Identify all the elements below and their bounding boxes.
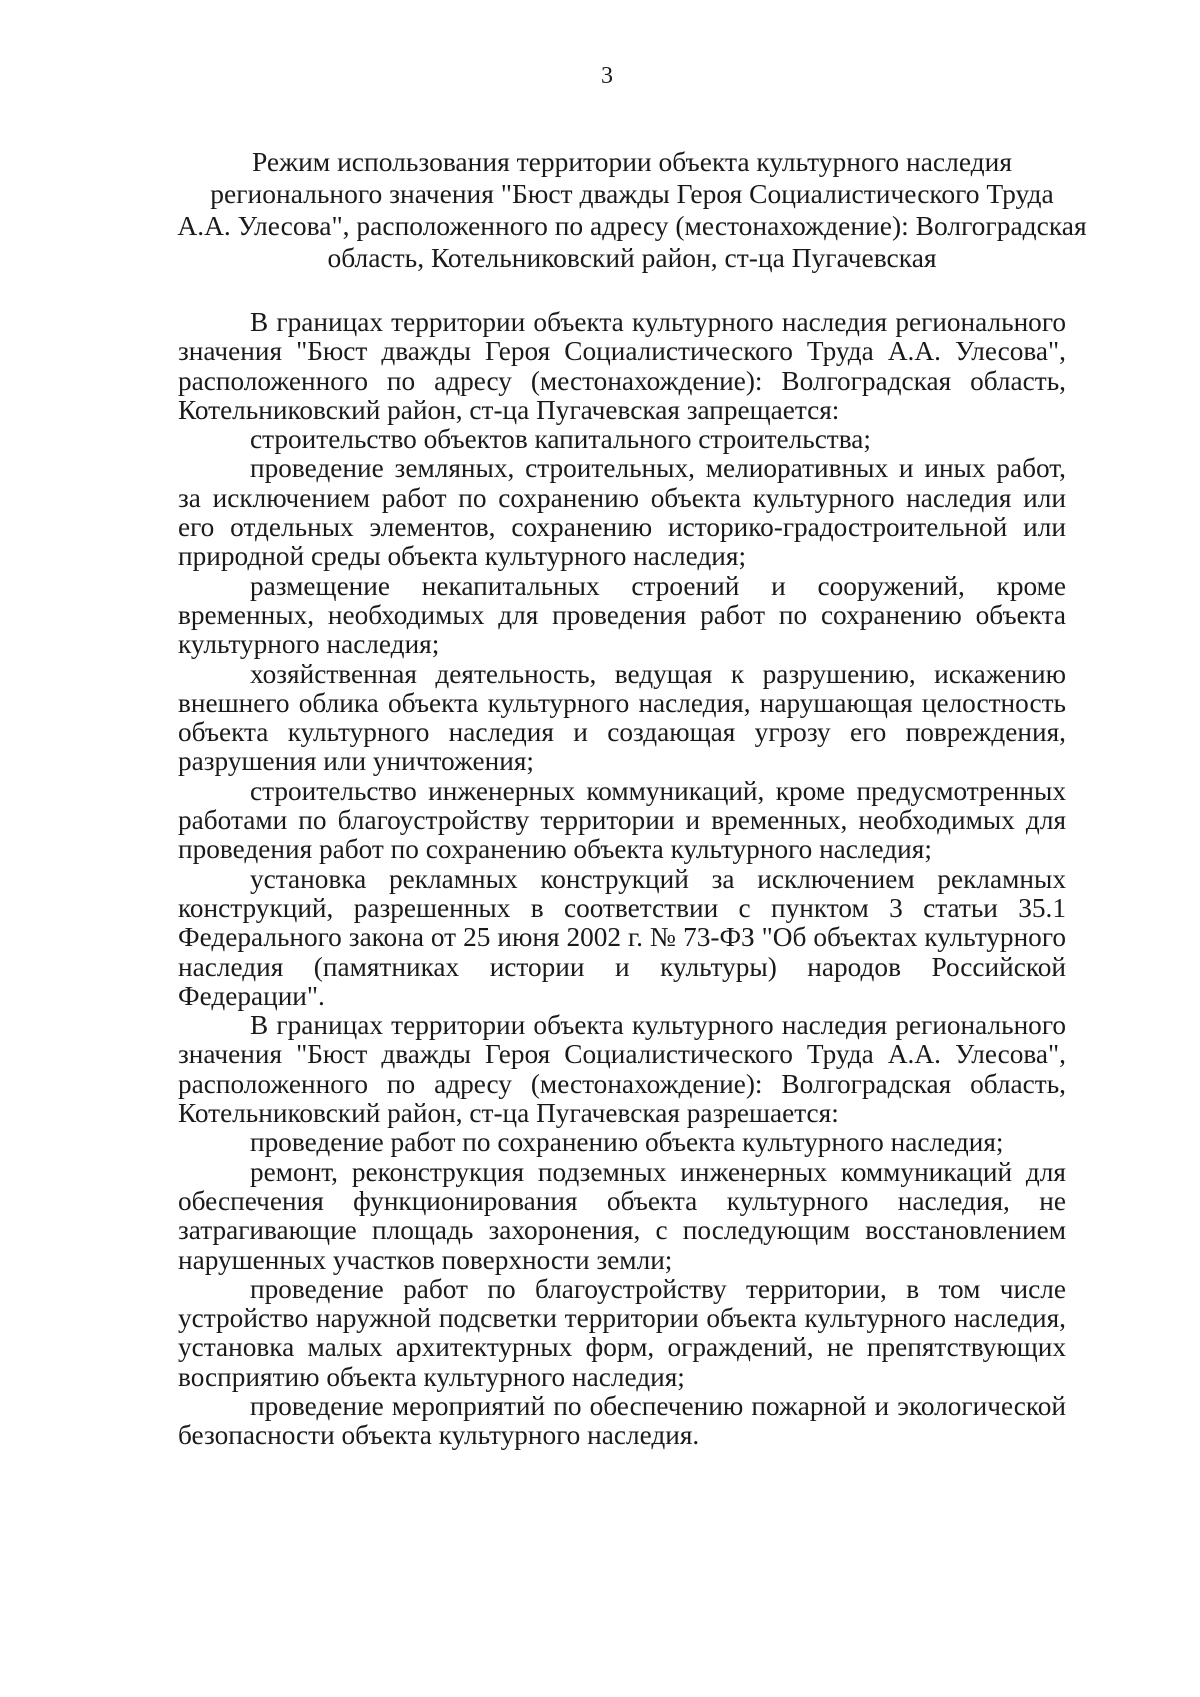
paragraph-prohibition: строительство инженерных коммуникаций, кроме предусмотренных работами по благоустройству территории и временных, необходимых для проведения работ по сохранению объекта культурного наследия; (178, 775, 1066, 865)
title-line: регионального значения "Бюст дважды Героя Социалистического Труда (210, 178, 1054, 209)
title-line: Режим использования территории объекта культурного наследия (251, 146, 1013, 177)
paragraph-permission: ремонт, реконструкция подземных инженерных коммуникаций для обеспечения функционирования объекта культурного наследия, не затрагивающие площадь захоронения, с последующим восстановлением нарушенных участков поверхности земли; (178, 1156, 1066, 1275)
paragraph-prohibition: размещение некапитальных строений и сооружений, кроме временных, необходимых для проведения работ по сохранению объекта культурного наследия; (178, 570, 1066, 660)
paragraph-prohibition: проведение земляных, строительных, мелиоративных и иных работ, за исключением работ по сохранению объекта культурного наследия или его отдельных элементов, сохранению историко-градостроительной или природной среды объекта культурного наследия; (178, 453, 1066, 572)
paragraph-permission: проведение мероприятий по обеспечению пожарной и экологической безопасности объекта культурного наследия. (178, 1390, 1066, 1451)
title-line: область, Котельниковский район, ст-ца Пугачевская (327, 242, 937, 273)
paragraph-prohibitions-intro: В границах территории объекта культурного наследия регионального значения "Бюст дважды Героя Социалистического Труда А.А. Улесова", расположенного по адресу (местонахождение): Волгоградская область, Котельниковский район, ст-ца Пугачевская запрещается: (178, 307, 1066, 425)
document-body (178, 308, 1066, 1451)
paragraph-prohibition: хозяйственная деятельность, ведущая к разрушению, искажению внешнего облика объекта культурного наследия, нарушающая целостность объекта культурного наследия и создающая угрозу его повреждения, разрушения или уничтожения; (178, 658, 1066, 777)
page-number: 3 (601, 63, 613, 89)
paragraph-prohibition: установка рекламных конструкций за исключением рекламных конструкций, разрешенных в соответствии с пунктом 3 статьи 35.1 Федерального закона от 25 июня 2002 г. № 73-ФЗ "Об объектах культурного наследия (памятниках истории и культуры) народов Российской Федерации". (178, 863, 1066, 1011)
title-line: А.А. Улесова", расположенного по адресу (местонахождение): Волгоградская (177, 210, 1087, 241)
document-title (150, 146, 1114, 274)
paragraph-permission: проведение работ по сохранению объекта культурного наследия; (250, 1127, 1004, 1158)
paragraph-permission: проведение работ по благоустройству территории, в том числе устройство наружной подсветки территории объекта культурного наследия, установка малых архитектурных форм, ограждений, не препятствующих восприятию объекта культурного наследия; (178, 1273, 1066, 1392)
paragraph-prohibition: строительство объектов капитального строительства; (250, 424, 871, 455)
paragraph-permissions-intro: В границах территории объекта культурного наследия регионального значения "Бюст дважды Героя Социалистического Труда А.А. Улесова", расположенного по адресу (местонахождение): Волгоградская область, Котельниковский район, ст-ца Пугачевская разрешается: (178, 1010, 1066, 1129)
